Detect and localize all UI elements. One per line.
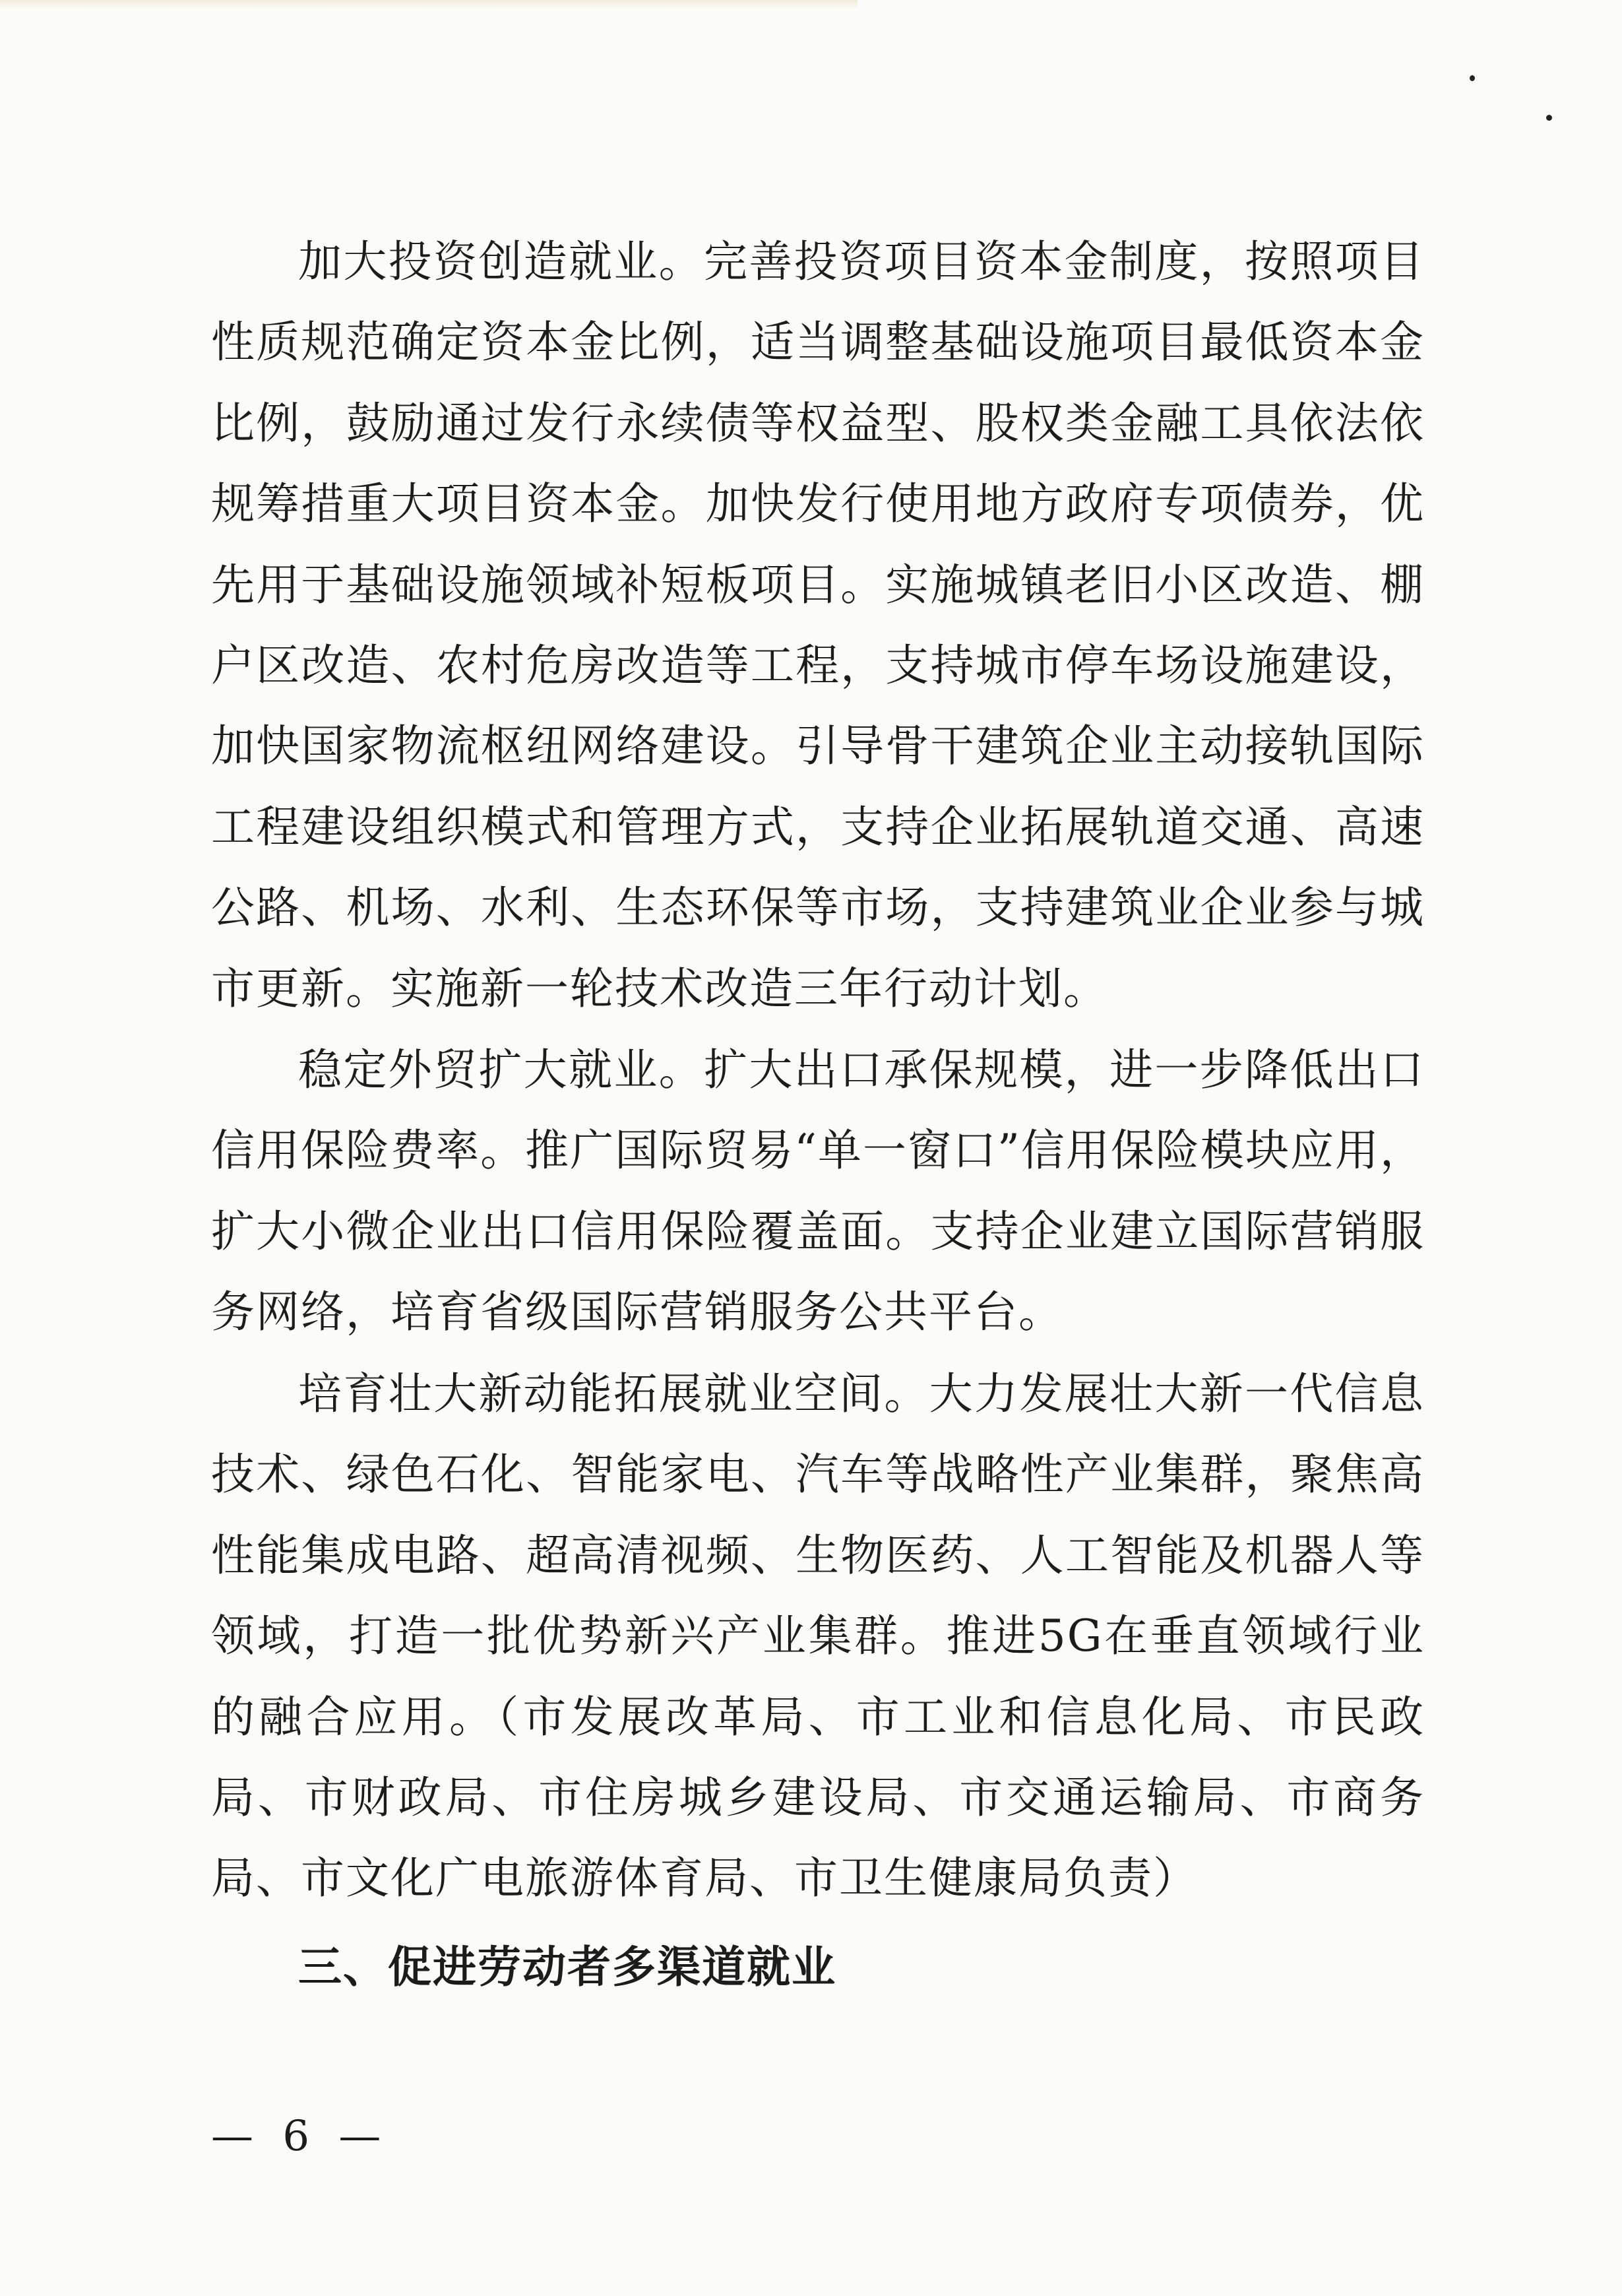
paragraph-new-momentum: 培育壮大新动能拓展就业空间。大力发展壮大新一代信息技术、绿色石化、智能家电、汽车等战略性产业集群，聚焦高性能集成电路、超高清视频、生物医药、人工智能及机器人等领域，打造一批优势新兴产业集群。推进5G在垂直领域行业的融合应用。（市发展改革局、市工业和信息化局、市民政局、市财政局、市住房城乡建设局、市交通运输局、市商务局、市文化广电旅游体育局、市卫生健康局负责） xyxy=(211,1368,1425,1904)
scan-speck xyxy=(1546,115,1552,121)
page-number: — 6 — xyxy=(211,2112,389,2161)
scan-speck xyxy=(1470,75,1475,81)
section-heading: 三、促进劳动者多渠道就业 xyxy=(298,1942,836,1993)
scan-edge-shadow xyxy=(0,0,858,9)
paragraph-invest-employment: 加大投资创造就业。完善投资项目资本金制度，按照项目性质规范确定资本金比例，适当调整基础设施项目最低资本金比例，鼓励通过发行永续债等权益型、股权类金融工具依法依规筹措重大项目资本金。加快发行使用地方政府专项债券，优先用于基础设施领域补短板项目。实施城镇老旧小区改造、棚户区改造、农村危房改造等工程，支持城市停车场设施建设，加快国家物流枢纽网络建设。引导骨干建筑企业主动接轨国际工程建设组织模式和管理方式，支持企业拓展轨道交通、高速公路、机场、水利、生态环保等市场，支持建筑业企业参与城市更新。实施新一轮技术改造三年行动计划。 xyxy=(211,236,1425,1014)
paragraph-foreign-trade: 稳定外贸扩大就业。扩大出口承保规模，进一步降低出口信用保险费率。推广国际贸易“单一窗口”信用保险模块应用，扩大小微企业出口信用保险覆盖面。支持企业建立国际营销服务网络，培育省级国际营销服务公共平台。 xyxy=(211,1044,1425,1338)
